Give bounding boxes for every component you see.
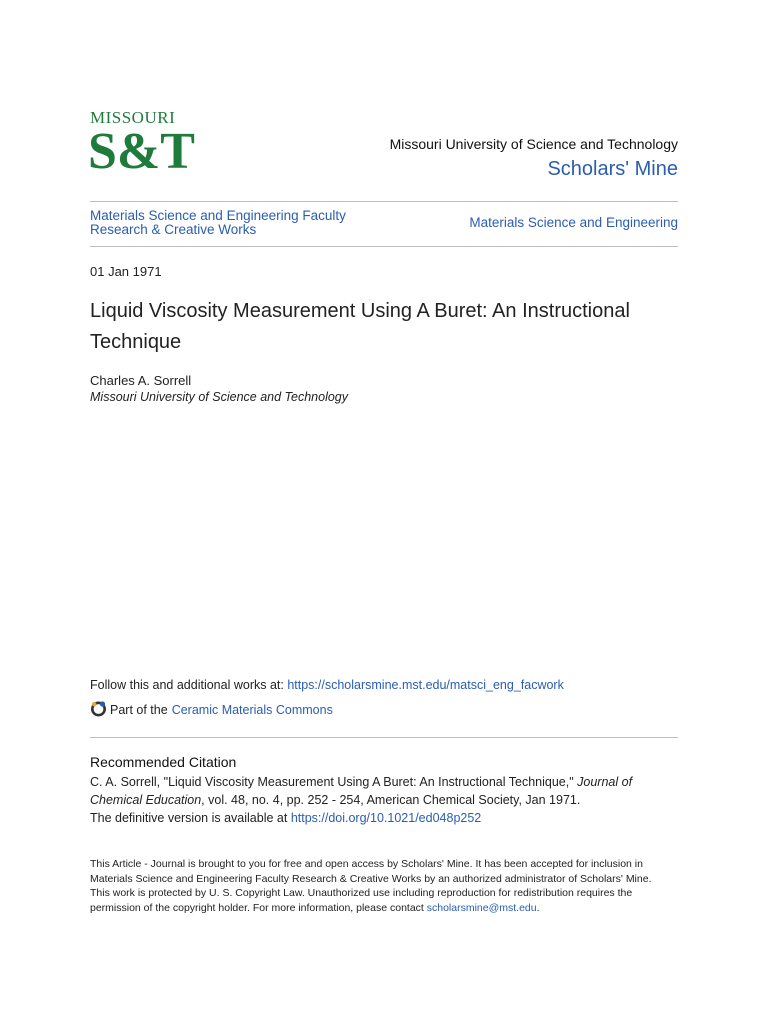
doi-link[interactable]: https://doi.org/10.1021/ed048p252 [290, 811, 482, 825]
logo-st: S&T [88, 123, 195, 180]
part-of-label: Part of the [110, 703, 168, 717]
part-of-line [90, 700, 333, 720]
article-title: Liquid Viscosity Measurement Using A Buret: An Instructional Technique [90, 300, 630, 353]
ceramic-materials-commons-link[interactable]: Ceramic Materials Commons [171, 703, 333, 717]
citation-part-2: , vol. 48, no. 4, pp. 252 - 254, American Chemical Society, Jan 1971. [201, 793, 581, 807]
citation-divider [90, 737, 678, 738]
department-link[interactable]: Materials Science and Engineering [469, 215, 678, 230]
citation-part-1: C. A. Sorrell, "Liquid Viscosity Measurement Using A Buret: An Instructional Technique," [90, 775, 578, 789]
university-name: Missouri University of Science and Technology [389, 136, 678, 152]
follow-url-link[interactable]: https://scholarsmine.mst.edu/matsci_eng_facwork [287, 678, 564, 692]
citation-text [90, 773, 680, 827]
version-label: The definitive version is available at [90, 811, 291, 825]
top-divider [90, 201, 678, 202]
follow-label: Follow this and additional works at: [90, 678, 288, 692]
logo-missouri-text: MISSOURI [90, 108, 176, 127]
author-name: Charles A. Sorrell [90, 373, 192, 388]
author-affiliation: Missouri University of Science and Technology [90, 390, 348, 404]
network-commons-icon [90, 700, 110, 720]
publication-date: 01 Jan 1971 [90, 264, 162, 279]
notice-end: . [536, 901, 540, 914]
notice-text: This Article - Journal is brought to you for free and open access by Scholars' Mine. It has been accepted for inclusion in Materials Science and Engineering Faculty Research & Creative Works by an authorized administrator of Scholars' Mine. This work is protected by U. S. Copyright Law. Unauthorized use including reproduction for redistribution requires the permission of the copyright holder. For more information, please contact [90, 858, 652, 914]
header-divider [90, 246, 678, 247]
collection-link[interactable]: Materials Science and Engineering Faculty Research & Creative Works [90, 208, 346, 237]
journal-name: Journal of Chemical Education [90, 775, 633, 807]
recommended-citation-heading: Recommended Citation [90, 754, 237, 770]
follow-line [90, 678, 564, 692]
contact-email-link[interactable]: scholarsmine@mst.edu [426, 901, 537, 914]
scholars-mine-link[interactable]: Scholars' Mine [547, 158, 678, 180]
copyright-notice [90, 857, 670, 915]
